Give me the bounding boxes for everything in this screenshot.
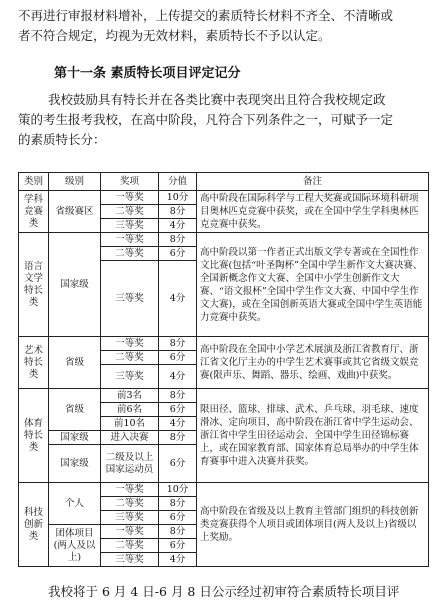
tech-category: 科技创新类 — [19, 483, 49, 567]
score-cell: 8分 — [159, 525, 197, 539]
tech-note: 高中阶段在省级及以上教育主管部门组织的科技创新类竞赛获得个人项目或团体项目(两人及以上)省级以上奖励。 — [197, 483, 429, 567]
header-note: 备注 — [197, 173, 429, 191]
award-cell: 一等奖 — [101, 191, 159, 205]
award-cell: 前3名 — [101, 389, 159, 403]
table-row — [19, 389, 429, 403]
score-cell: 8分 — [159, 431, 197, 445]
score-cell: 8分 — [159, 233, 197, 247]
award-cell: 一等奖 — [101, 525, 159, 539]
art-note: 高中阶段在全国中小学艺术展演及浙江省教育厅、浙江省文化厅主办的中学生艺术赛事或其它省级文娱竞赛(限声乐、舞蹈、器乐、绘画、戏曲)中获奖。 — [197, 337, 429, 389]
header-award: 奖项 — [101, 173, 159, 191]
score-cell: 4分 — [159, 417, 197, 431]
intro-line-2: 者不符合规定，均视为无效材料，素质特长不予以认定。 — [18, 28, 331, 43]
policy-paragraph — [18, 90, 428, 150]
award-cell: 二等奖 — [101, 539, 159, 553]
language-level: 国家级 — [49, 233, 101, 337]
score-cell: 6分 — [159, 247, 197, 261]
score-cell: 8分 — [159, 337, 197, 351]
score-cell: 8分 — [159, 205, 197, 219]
score-cell: 10分 — [159, 191, 197, 205]
table-row — [19, 337, 429, 351]
section-heading: 第十一条 素质特长项目评定记分 — [54, 66, 241, 81]
language-category: 语言文学特长类 — [19, 233, 49, 337]
scoring-table — [18, 172, 429, 567]
intro-line-1: 不再进行审报材料增补，上传提交的素质特长材料不齐全、不清晰或 — [18, 8, 394, 23]
policy-line-1: 我校鼓励具有特长并在各类比赛中表现突出且符合我校规定政 — [48, 92, 386, 107]
award-cell: 二级及以上国家运动员 — [101, 445, 159, 483]
score-cell: 8分 — [159, 497, 197, 511]
sports-category: 体育特长类 — [19, 389, 49, 483]
table-row — [19, 483, 429, 497]
score-cell: 4分 — [159, 365, 197, 389]
science-category: 学科竞赛类 — [19, 191, 49, 233]
award-cell: 前6名 — [101, 403, 159, 417]
science-level: 省级赛区 — [49, 191, 101, 233]
score-cell: 6分 — [159, 445, 197, 483]
award-cell: 二等奖 — [101, 247, 159, 261]
intro-paragraph — [18, 6, 428, 46]
footer-text: 我校将于 6 月 4 日-6 月 8 日公示经过初审符合素质特长项目评 — [48, 584, 400, 599]
table-row — [19, 233, 429, 247]
tech-level-team: 团体项目(两人及以上) — [49, 525, 101, 567]
sports-level-national: 国家级 — [49, 445, 101, 483]
language-note: 高中阶段以第一作者正式出版文学专著或在全国性作文比赛(包括“叶圣陶杯”全国中学生新作文大赛决赛、全国新概念作文大赛、全国中小学生创新作文大赛、“语文报杯”全国中学生作文大赛、中国中学生作文大赛)，或在全国创新英语大赛或全国中学生英语能力竞赛中获奖。 — [197, 233, 429, 337]
art-category: 艺术特长类 — [19, 337, 49, 389]
score-cell: 4分 — [159, 261, 197, 337]
score-cell: 4分 — [159, 219, 197, 233]
score-cell: 6分 — [159, 539, 197, 553]
award-cell: 三等奖 — [101, 365, 159, 389]
policy-line-2: 策的考生报考我校，在高中阶段，凡符合下列条件之一，可赋予一定 — [18, 112, 394, 127]
score-cell: 6分 — [159, 351, 197, 365]
score-cell: 10分 — [159, 483, 197, 497]
score-cell: 6分 — [159, 511, 197, 525]
sports-level-national: 国家级 — [49, 431, 101, 445]
score-cell: 4分 — [159, 553, 197, 567]
award-cell: 三等奖 — [101, 511, 159, 525]
science-note: 高中阶段在国际科学与工程大奖赛或国际环境科研项目奥林匹克竞赛中获奖，或在全国中学生学科奥林匹克竞赛中获奖。 — [197, 191, 429, 233]
award-cell: 二等奖 — [101, 497, 159, 511]
award-cell: 一等奖 — [101, 337, 159, 351]
award-cell: 前10名 — [101, 417, 159, 431]
table-header-row — [19, 173, 429, 191]
award-cell: 三等奖 — [101, 219, 159, 233]
table-row — [19, 191, 429, 205]
score-cell: 8分 — [159, 389, 197, 403]
policy-line-3: 的素质特长分： — [18, 132, 106, 147]
award-cell: 二等奖 — [101, 351, 159, 365]
award-cell: 三等奖 — [101, 261, 159, 337]
award-cell: 进入决赛 — [101, 431, 159, 445]
sports-note: 限田径、篮球、排球、武术、乒乓球、羽毛球、速度滑冰、定向项目，高中阶段在浙江省中学生运动会、浙江省中学生田径运动会、全国中学生田径锦标赛上，或在国家教育部、国家体育总局举办的中学生体育赛事中进入决赛并获奖。 — [197, 389, 429, 483]
footer-paragraph — [18, 582, 438, 602]
award-cell: 一等奖 — [101, 233, 159, 247]
score-cell: 6分 — [159, 403, 197, 417]
tech-level-individual: 个人 — [49, 483, 101, 525]
header-category: 类别 — [19, 173, 49, 191]
award-cell: 一等奖 — [101, 483, 159, 497]
header-level: 级别 — [49, 173, 101, 191]
header-score: 分值 — [159, 173, 197, 191]
sports-level-province: 省级 — [49, 389, 101, 431]
art-level: 省级 — [49, 337, 101, 389]
award-cell: 二等奖 — [101, 205, 159, 219]
award-cell: 三等奖 — [101, 553, 159, 567]
